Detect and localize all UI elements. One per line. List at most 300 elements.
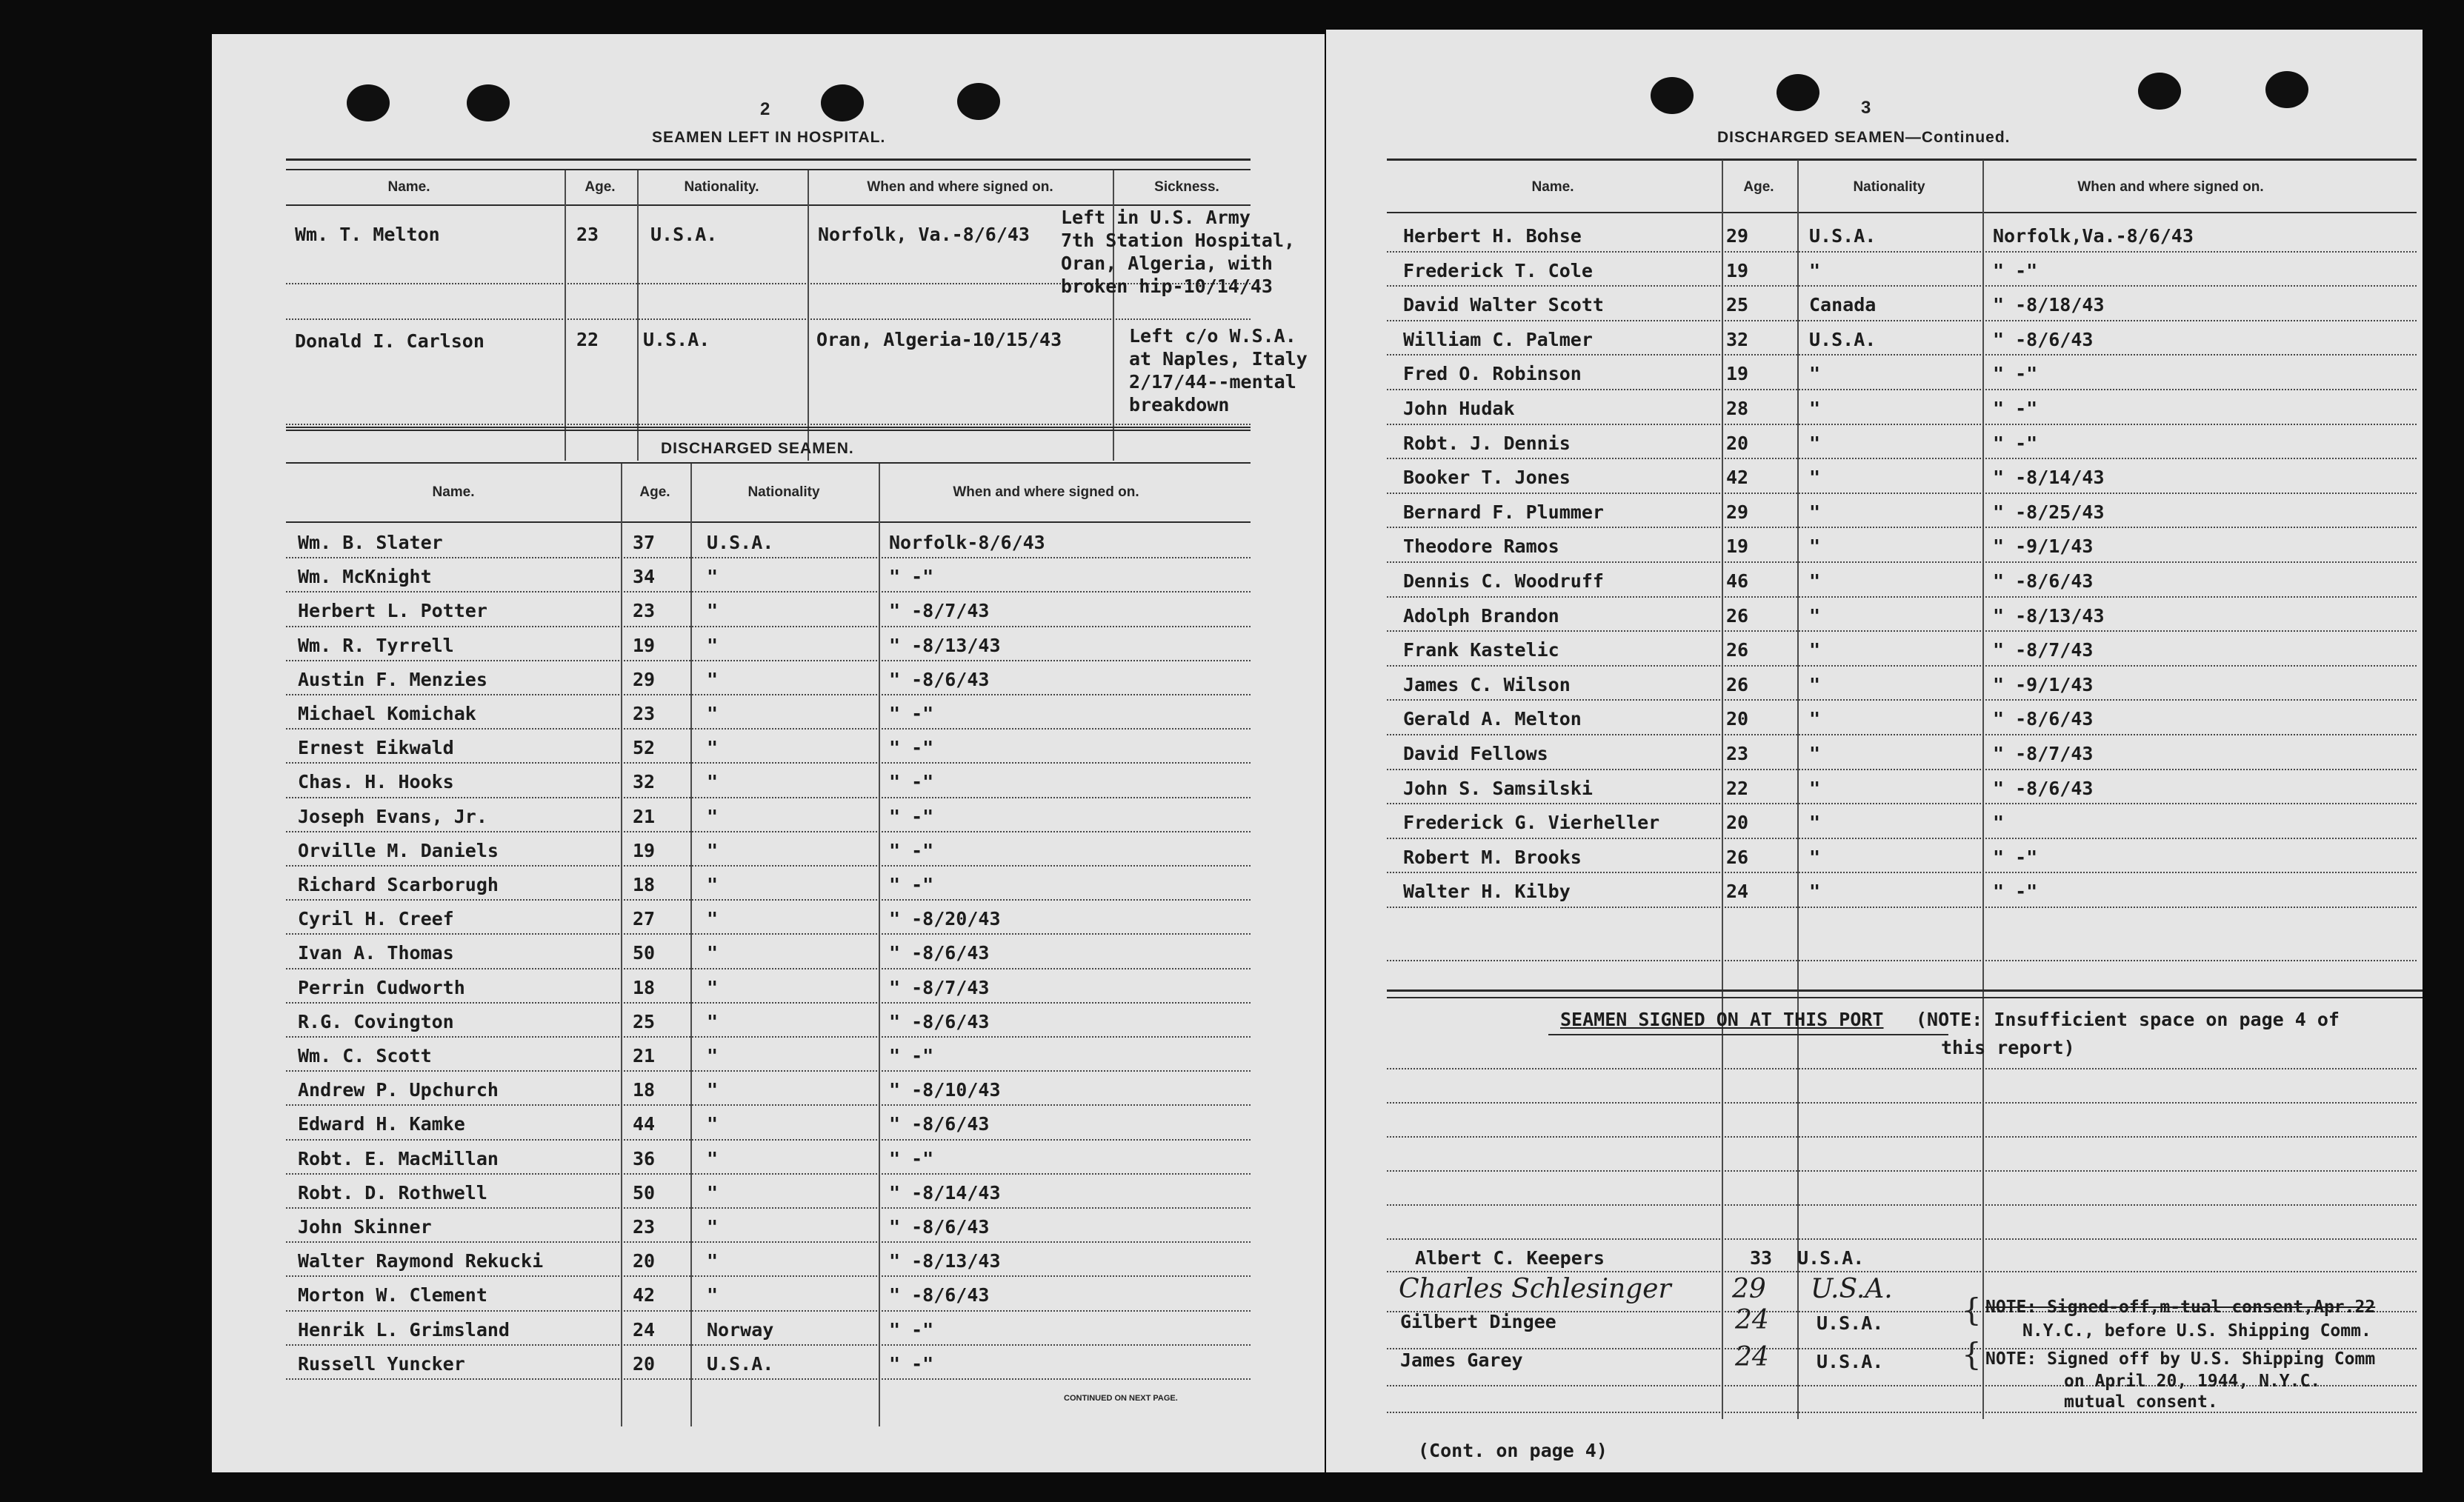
column-rule [1722, 160, 1723, 1419]
seaman-name: Robt. D. Rothwell [298, 1181, 487, 1204]
seaman-nationality: " [707, 874, 719, 895]
row-rule [286, 831, 1251, 832]
seaman-name: William C. Palmer [1403, 328, 1593, 350]
seaman-nationality: U.S.A. [650, 224, 718, 245]
row-rule [286, 1173, 1251, 1175]
seaman-age: 46 [1726, 570, 1749, 592]
row-rule [286, 1104, 1251, 1106]
signed-on: Oran, Algeria-10/15/43 [816, 329, 1062, 350]
column-header-sickness: Sickness. [1154, 179, 1219, 195]
signed-on: Norfolk,Va.-8/6/43 [1993, 225, 2194, 247]
seaman-name: Joseph Evans, Jr. [298, 805, 487, 827]
signed-on: " -8/6/43 [1993, 708, 2094, 730]
seaman-nationality: " [707, 839, 719, 861]
column-header-signed-on: When and where signed on. [953, 484, 1139, 500]
seaman-name: Fred O. Robinson [1403, 363, 1582, 385]
seaman-name: Orville M. Daniels [298, 839, 499, 861]
row-rule [286, 1344, 1251, 1346]
row-rule [1387, 354, 2417, 356]
signed-on: " -" [1993, 846, 2038, 868]
seaman-age: 20 [1726, 432, 1749, 454]
column-header-nationality: Nationality. [684, 179, 759, 195]
seaman-age: 19 [1726, 535, 1749, 558]
punch-hole [1651, 77, 1694, 114]
seaman-name: Bernard F. Plummer [1403, 501, 1604, 523]
rule [286, 430, 1251, 431]
row-rule [1387, 630, 2417, 632]
seaman-nationality: U.S.A. [1817, 1312, 1884, 1334]
seaman-age: 22 [1726, 777, 1749, 799]
seaman-name: Donald I. Carlson [295, 330, 485, 352]
seaman-age: 32 [633, 771, 656, 793]
row-rule [1387, 769, 2417, 770]
continued-note: CONTINUED ON NEXT PAGE. [1064, 1394, 1178, 1403]
seaman-nationality: " [1809, 604, 1821, 627]
column-header-nationality: Nationality [747, 484, 820, 500]
row-rule [1387, 1068, 2417, 1069]
seaman-age: 24 [1735, 1305, 1769, 1335]
signed-on: " -" [889, 1318, 934, 1341]
seaman-age: 33 [1750, 1247, 1773, 1269]
seaman-name: Ernest Eikwald [298, 737, 454, 759]
seaman-age: 20 [1726, 812, 1749, 834]
signed-on: Norfolk-8/6/43 [889, 532, 1045, 553]
column-rule [637, 170, 639, 461]
signed-on: " -" [889, 839, 934, 861]
signed-on: " -" [889, 1045, 934, 1067]
column-header-signed-on: When and where signed on. [867, 179, 1053, 195]
seaman-nationality: " [707, 668, 719, 690]
note-signed-off: on April 20, 1944, N.Y.C. [2064, 1372, 2321, 1391]
seaman-age: 25 [1726, 294, 1749, 316]
rule [286, 462, 1251, 464]
seaman-name: Frederick T. Cole [1403, 259, 1593, 281]
rule [1387, 997, 2423, 998]
signed-on: " -8/6/43 [889, 1216, 990, 1238]
row-rule [1387, 960, 2417, 961]
seaman-nationality: " [707, 1181, 719, 1204]
signed-on: " -" [1993, 881, 2038, 903]
signed-on: " -8/7/43 [1993, 743, 2094, 764]
seaman-nationality: " [1809, 363, 1821, 385]
seaman-age: 19 [1726, 363, 1749, 385]
page-number: 2 [760, 99, 770, 119]
seaman-nationality: " [1809, 501, 1821, 523]
seaman-nationality: " [1809, 398, 1821, 419]
seaman-age: 20 [633, 1352, 656, 1375]
column-rule [565, 170, 566, 461]
seaman-name: Robt. E. MacMillan [298, 1147, 499, 1169]
seaman-name: Albert C. Keepers [1415, 1247, 1605, 1269]
row-rule [1387, 389, 2417, 390]
row-rule [286, 1207, 1251, 1209]
signed-on: " -8/6/43 [1993, 328, 2094, 350]
seaman-age: 24 [1726, 881, 1749, 903]
seaman-name: Morton W. Clement [298, 1284, 487, 1306]
row-rule [286, 1070, 1251, 1072]
seaman-nationality: " [1809, 432, 1821, 454]
seaman-age: 21 [633, 805, 656, 827]
row-rule [1387, 458, 2417, 459]
rule [286, 169, 1251, 170]
row-rule [1387, 699, 2417, 701]
seaman-name: Austin F. Menzies [298, 668, 487, 690]
column-header-name: Name. [387, 179, 430, 195]
seaman-name: James Garey [1400, 1349, 1523, 1371]
seaman-age: 23 [1726, 743, 1749, 764]
seaman-nationality: " [707, 942, 719, 964]
seaman-age: 26 [1726, 673, 1749, 695]
row-rule [1387, 320, 2417, 321]
seaman-age: 32 [1726, 328, 1749, 350]
row-rule [286, 660, 1251, 661]
seaman-nationality: " [707, 703, 719, 724]
seaman-nationality: " [1809, 708, 1821, 730]
row-rule [286, 1241, 1251, 1243]
seaman-age: 26 [1726, 846, 1749, 868]
row-rule [1387, 1271, 2417, 1272]
punch-hole [2265, 71, 2308, 108]
seaman-name: Andrew P. Upchurch [298, 1079, 499, 1101]
seaman-nationality: U.S.A. [707, 1352, 774, 1375]
rule [286, 158, 1251, 161]
row-rule [286, 1036, 1251, 1038]
column-rule [621, 464, 622, 1426]
note-signed-off: NOTE: Signed off by U.S. Shipping Comm [1985, 1349, 2376, 1369]
row-rule [286, 762, 1251, 764]
note-signed-off: NOTE: Signed-off,m-tual consent,Apr.22 [1985, 1298, 2376, 1317]
seaman-nationality: " [1809, 846, 1821, 868]
right-page [1326, 30, 2423, 1472]
seaman-name: Ivan A. Thomas [298, 942, 454, 964]
seaman-name: Edward H. Kamke [298, 1113, 465, 1135]
seaman-age: 37 [633, 532, 656, 553]
row-rule [1387, 838, 2417, 839]
seaman-name: Herbert H. Bohse [1403, 225, 1582, 247]
signed-on: " -8/10/43 [889, 1079, 1001, 1101]
seaman-age: 23 [633, 1216, 656, 1238]
continued-note: (Cont. on page 4) [1418, 1440, 1608, 1461]
row-rule [286, 1275, 1251, 1277]
signed-on: " -" [889, 1352, 934, 1375]
seaman-age: 18 [633, 976, 656, 998]
seaman-name: Booker T. Jones [1403, 467, 1571, 489]
row-rule [1387, 1170, 2417, 1172]
row-rule [1387, 596, 2417, 598]
seaman-age: 20 [633, 1250, 656, 1272]
seaman-nationality: " [707, 1113, 719, 1135]
seaman-name: Wm. B. Slater [298, 532, 443, 553]
signed-on: " -8/6/43 [1993, 570, 2094, 592]
row-rule [286, 899, 1251, 901]
seaman-name: David Walter Scott [1403, 294, 1604, 316]
discharged-section-title: DISCHARGED SEAMEN. [661, 440, 854, 457]
row-rule [1387, 1102, 2417, 1104]
row-rule [286, 1139, 1251, 1141]
signed-on: " -8/14/43 [889, 1181, 1001, 1204]
seaman-name: Richard Scarborugh [298, 874, 499, 895]
brace-mark: { [1962, 1336, 1982, 1372]
seaman-name: Cyril H. Creef [298, 908, 454, 930]
seaman-nationality: " [707, 908, 719, 930]
row-rule [286, 1002, 1251, 1004]
seaman-age: 29 [1732, 1274, 1766, 1304]
row-rule [286, 933, 1251, 935]
seaman-age: 20 [1726, 708, 1749, 730]
signed-on-note: this report) [1941, 1037, 2075, 1058]
signed-on: " -" [889, 737, 934, 759]
note-signed-off: N.Y.C., before U.S. Shipping Comm. [2022, 1321, 2371, 1341]
seaman-name: Adolph Brandon [1403, 604, 1559, 627]
seaman-name: Gerald A. Melton [1403, 708, 1582, 730]
row-rule [1387, 561, 2417, 563]
row-rule [286, 557, 1251, 558]
seaman-name: Dennis C. Woodruff [1403, 570, 1604, 592]
column-header-age: Age. [585, 179, 616, 195]
signed-on: " -8/13/43 [889, 634, 1001, 656]
column-header-nationality: Nationality [1853, 179, 1925, 195]
seaman-nationality: U.S.A. [1817, 1351, 1884, 1372]
hospital-section-title: SEAMEN LEFT IN HOSPITAL. [652, 129, 886, 146]
seaman-nationality: " [707, 976, 719, 998]
seaman-name: Walter H. Kilby [1403, 881, 1571, 903]
signed-on: " -" [889, 874, 934, 895]
row-rule [1387, 803, 2417, 804]
rule [286, 521, 1251, 523]
signed-on: " -8/7/43 [889, 600, 990, 622]
column-header-name: Name. [432, 484, 475, 500]
seaman-nationality: " [707, 566, 719, 588]
seaman-name: Wm. T. Melton [295, 224, 440, 245]
page-number: 3 [1861, 98, 1871, 118]
seaman-nationality: " [707, 600, 719, 622]
column-rule [1797, 160, 1799, 1419]
signed-on: " [1993, 812, 2005, 834]
signed-on: " -" [1993, 259, 2038, 281]
seaman-nationality: " [707, 1216, 719, 1238]
seaman-name: Theodore Ramos [1403, 535, 1559, 558]
seaman-age: 29 [1726, 501, 1749, 523]
rule [1387, 989, 2423, 992]
punch-hole [821, 84, 864, 121]
seaman-age: 26 [1726, 604, 1749, 627]
seaman-name: Henrik L. Grimsland [298, 1318, 510, 1341]
signed-on-note: (NOTE: Insufficient space on page 4 of [1916, 1009, 2340, 1030]
row-rule [1387, 907, 2417, 908]
left-page [212, 34, 1325, 1472]
signed-on: " -8/7/43 [1993, 639, 2094, 661]
seaman-age: 23 [633, 703, 656, 724]
seaman-age: 21 [633, 1045, 656, 1067]
seaman-name: Perrin Cudworth [298, 976, 465, 998]
row-rule [286, 1310, 1251, 1312]
row-rule [1387, 1204, 2417, 1206]
row-rule [286, 694, 1251, 695]
column-header-name: Name. [1531, 179, 1574, 195]
seaman-age: 36 [633, 1147, 656, 1169]
seaman-nationality: " [1809, 881, 1821, 903]
signed-on: " -8/13/43 [889, 1250, 1001, 1272]
seaman-nationality: " [707, 737, 719, 759]
seaman-age: 52 [633, 737, 656, 759]
seaman-nationality: " [707, 805, 719, 827]
signed-on: " -8/25/43 [1993, 501, 2105, 523]
seaman-age: 29 [1726, 225, 1749, 247]
seaman-nationality: " [707, 771, 719, 793]
seaman-age: 18 [633, 1079, 656, 1101]
signed-on: " -8/20/43 [889, 908, 1001, 930]
row-rule [1387, 665, 2417, 667]
seaman-nationality: " [707, 1045, 719, 1067]
seaman-nationality: U.S.A. [1809, 225, 1877, 247]
signed-on: " -" [1993, 363, 2038, 385]
seaman-age: 24 [1735, 1342, 1769, 1372]
seaman-age: 19 [1726, 259, 1749, 281]
seaman-nationality: U.S.A. [643, 329, 710, 350]
seaman-nationality: " [1809, 639, 1821, 661]
seaman-name: Russell Yuncker [298, 1352, 465, 1375]
seaman-name: Wm. McKnight [298, 566, 432, 588]
signed-on: " -8/14/43 [1993, 467, 2105, 489]
signed-on: " -9/1/43 [1993, 535, 2094, 558]
column-rule [690, 464, 692, 1426]
signed-on: " -" [889, 771, 934, 793]
seaman-name: Robert M. Brooks [1403, 846, 1582, 868]
column-rule [879, 464, 880, 1426]
seaman-age: 50 [633, 942, 656, 964]
column-header-signed-on: When and where signed on. [2077, 179, 2264, 195]
seaman-name: Charles Schlesinger [1399, 1274, 1671, 1304]
seaman-age: 42 [633, 1284, 656, 1306]
seaman-age: 23 [633, 600, 656, 622]
row-rule [286, 968, 1251, 969]
punch-hole [467, 84, 510, 121]
seaman-nationality: " [1809, 259, 1821, 281]
seaman-name: Frank Kastelic [1403, 639, 1559, 661]
seaman-name: Frederick G. Vierheller [1403, 812, 1660, 834]
seaman-age: 19 [633, 839, 656, 861]
punch-hole [1777, 74, 1819, 111]
seaman-nationality: " [707, 1147, 719, 1169]
seaman-nationality: " [1809, 777, 1821, 799]
seaman-name: John S. Samsilski [1403, 777, 1593, 799]
seaman-age: 19 [633, 634, 656, 656]
seaman-age: 26 [1726, 639, 1749, 661]
rule [1387, 158, 2417, 161]
signed-on: " -" [889, 703, 934, 724]
column-header-age: Age. [1743, 179, 1774, 195]
signed-on: " -8/6/43 [889, 942, 990, 964]
seaman-nationality: " [1809, 743, 1821, 764]
signed-on: " -8/6/43 [889, 1010, 990, 1032]
seaman-name: Gilbert Dingee [1400, 1311, 1556, 1332]
seaman-nationality: " [707, 634, 719, 656]
seaman-name: David Fellows [1403, 743, 1548, 764]
punch-hole [347, 84, 390, 121]
row-rule [286, 728, 1251, 730]
seaman-nationality: U.S.A. [707, 532, 774, 553]
signed-on: " -8/18/43 [1993, 294, 2105, 316]
seaman-nationality: " [707, 1250, 719, 1272]
signed-on: " -8/13/43 [1993, 604, 2105, 627]
row-rule [1387, 493, 2417, 494]
seaman-age: 34 [633, 566, 656, 588]
seaman-name: James C. Wilson [1403, 673, 1571, 695]
signed-on: " -8/6/43 [889, 668, 990, 690]
seaman-nationality: " [1809, 570, 1821, 592]
seaman-nationality: " [1809, 812, 1821, 834]
seaman-age: 42 [1726, 467, 1749, 489]
signed-on: " -" [889, 805, 934, 827]
row-rule [286, 591, 1251, 593]
punch-hole [957, 83, 1000, 120]
rule [286, 427, 1251, 428]
rule [1387, 212, 2417, 213]
seaman-nationality: " [707, 1284, 719, 1306]
seaman-nationality: " [1809, 535, 1821, 558]
seaman-age: 23 [576, 224, 599, 245]
row-rule [1387, 527, 2417, 528]
row-rule [286, 865, 1251, 867]
signed-on: Norfolk, Va.-8/6/43 [818, 224, 1030, 245]
row-rule [1387, 872, 2417, 873]
seaman-age: 18 [633, 874, 656, 895]
column-header-age: Age. [639, 484, 670, 500]
seaman-name: Herbert L. Potter [298, 600, 487, 622]
seaman-age: 24 [633, 1318, 656, 1341]
seaman-name: Robt. J. Dennis [1403, 432, 1571, 454]
signed-on: " -8/6/43 [1993, 777, 2094, 799]
row-rule [286, 626, 1251, 627]
seaman-name: Chas. H. Hooks [298, 771, 454, 793]
row-rule [1387, 1412, 2417, 1413]
seaman-name: Michael Komichak [298, 703, 476, 724]
row-rule [1387, 251, 2417, 253]
seaman-nationality: " [1809, 467, 1821, 489]
seaman-age: 27 [633, 908, 656, 930]
row-rule [1387, 424, 2417, 425]
seaman-name: Wm. R. Tyrrell [298, 634, 454, 656]
seaman-name: R.G. Covington [298, 1010, 454, 1032]
seaman-age: 44 [633, 1113, 656, 1135]
row-rule [1387, 1136, 2417, 1138]
seaman-name: John Hudak [1403, 398, 1515, 419]
brace-mark: { [1962, 1292, 1982, 1328]
row-rule [1387, 1238, 2417, 1240]
seaman-name: Walter Raymond Rekucki [298, 1250, 544, 1272]
signed-on: " -" [889, 566, 934, 588]
sickness-note: Left c/o W.S.A. at Naples, Italy 2/17/44--mental breakdown [1129, 325, 1308, 415]
seaman-nationality: " [707, 1079, 719, 1101]
signed-on: " -8/7/43 [889, 976, 990, 998]
signed-on: " -" [1993, 398, 2038, 419]
seaman-age: 29 [633, 668, 656, 690]
sickness-note: Left in U.S. Army 7th Station Hospital, Oran, Algeria, with broken hip-10/14/43 [1061, 207, 1296, 297]
signed-on: " -" [889, 1147, 934, 1169]
seaman-age: 28 [1726, 398, 1749, 419]
seaman-age: 50 [633, 1181, 656, 1204]
seaman-nationality: U.S.A. [1811, 1274, 1893, 1304]
punch-hole [2138, 73, 2181, 110]
seaman-nationality: U.S.A. [1809, 328, 1877, 350]
signed-on: " -" [1993, 432, 2038, 454]
row-rule [286, 797, 1251, 798]
seaman-nationality: " [1809, 673, 1821, 695]
row-rule [1387, 734, 2417, 735]
row-rule [286, 1378, 1251, 1380]
note-signed-off: mutual consent. [2064, 1392, 2218, 1412]
seaman-nationality: Norway [707, 1318, 774, 1341]
